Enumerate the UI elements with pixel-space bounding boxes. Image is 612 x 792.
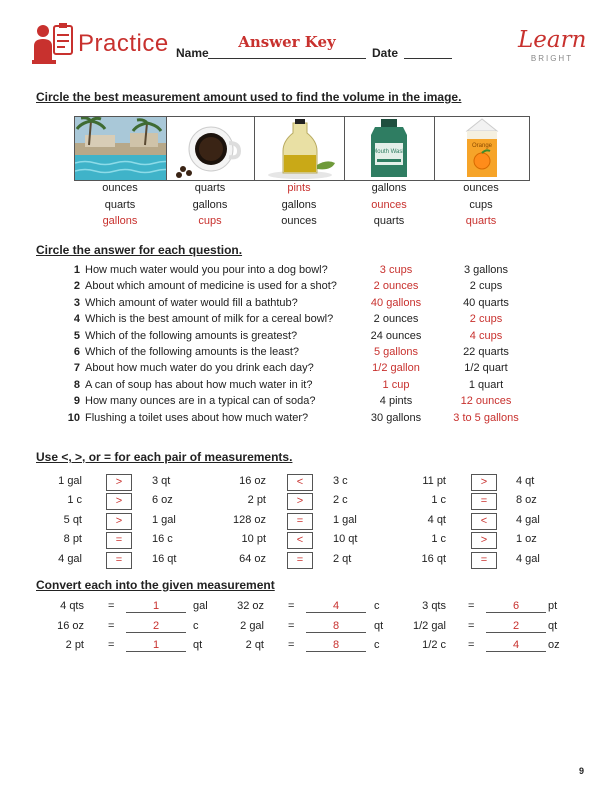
- answer-option[interactable]: 4 cups: [469, 329, 503, 342]
- equals-sign: =: [288, 619, 295, 632]
- measurement-left: 11 pt: [422, 475, 446, 487]
- measurement-right: 3 c: [333, 475, 348, 487]
- section3-title: Use <, >, or = for each pair of measurements.: [36, 450, 293, 464]
- measurement-left: 16 oz: [239, 475, 266, 487]
- question-number: 1: [73, 264, 80, 276]
- measurement-right: 4 qt: [516, 475, 535, 487]
- measurement-right: 3 qt: [152, 475, 171, 487]
- learn-bright-logo: [518, 28, 586, 70]
- date-label: Date: [372, 46, 399, 60]
- equals-sign: =: [108, 619, 115, 632]
- equals-sign: =: [468, 600, 475, 612]
- oil-bottle-image: [254, 116, 346, 181]
- coffee-cup-image: [166, 116, 256, 181]
- answer-option[interactable]: 22 quarts: [463, 346, 509, 358]
- measurement-right: 2 qt: [333, 552, 352, 565]
- answer-option[interactable]: 40 quarts: [463, 296, 509, 309]
- conversion-unit: qt: [193, 639, 203, 651]
- conversion-unit: oz: [548, 639, 560, 651]
- measurement-right: 1 oz: [516, 533, 537, 546]
- answer-option[interactable]: 30 gallons: [370, 411, 422, 424]
- section4-title: Convert each into the given measurement: [36, 578, 275, 592]
- measurement-right: 8 oz: [516, 494, 537, 507]
- section2-title: Circle the answer for each question.: [36, 243, 243, 257]
- measurement-left: 2 pt: [247, 494, 266, 507]
- practice-label: Practice: [78, 30, 169, 57]
- measurement-right: 1 gal: [333, 513, 357, 526]
- answer-option[interactable]: 1/2 quart: [464, 362, 508, 375]
- conversion-quantity: 16 oz: [57, 619, 84, 632]
- measurement-left: 10 pt: [241, 533, 266, 546]
- conversion-quantity: 1/2 c: [422, 639, 446, 651]
- answer-option[interactable]: 2 cups: [469, 313, 503, 326]
- volume-option[interactable]: ounces: [463, 182, 499, 194]
- answer-option[interactable]: 3 to 5 gallons: [453, 411, 519, 424]
- equals-sign: =: [288, 639, 295, 651]
- orange-juice-carton-image: [434, 116, 530, 181]
- practice-icon: [32, 22, 74, 66]
- question-text: About which amount of medicine is used for a shot?: [85, 280, 337, 293]
- volume-option[interactable]: pints: [287, 182, 311, 194]
- question-number: 5: [73, 329, 80, 342]
- measurement-left: 8 pt: [63, 533, 82, 546]
- comparison-box[interactable]: >: [106, 513, 132, 530]
- question-text: Which is the best amount of milk for a cereal bowl?: [85, 313, 334, 326]
- comparison-box[interactable]: >: [106, 493, 132, 510]
- volume-option[interactable]: quarts: [465, 215, 497, 227]
- question-text: A can of soup has about how much water in it?: [85, 378, 313, 391]
- date-field[interactable]: [404, 58, 452, 59]
- comparison-box[interactable]: >: [287, 493, 313, 510]
- conversion-unit: qt: [548, 619, 558, 632]
- answer-option[interactable]: 40 gallons: [370, 296, 422, 309]
- comparison-box[interactable]: <: [287, 532, 313, 549]
- conversion-answer-field[interactable]: 4: [306, 600, 366, 613]
- conversion-unit: gal: [193, 600, 208, 612]
- pool-image: [74, 116, 168, 181]
- answer-option[interactable]: 3 cups: [379, 264, 413, 276]
- measurement-right: 6 oz: [152, 494, 173, 507]
- conversion-answer-field[interactable]: 1: [126, 639, 186, 652]
- answer-option[interactable]: 2 ounces: [373, 280, 419, 293]
- comparison-box[interactable]: =: [287, 552, 313, 569]
- page-number: 9: [578, 766, 584, 776]
- logo-sub-text: BRIGHT: [530, 54, 574, 63]
- measurement-left: 16 qt: [421, 552, 446, 565]
- measurement-left: 1 c: [67, 494, 82, 507]
- answer-option[interactable]: 24 ounces: [370, 329, 422, 342]
- volume-option[interactable]: cups: [198, 215, 222, 227]
- measurement-right: 4 gal: [516, 513, 540, 526]
- measurement-left: 64 oz: [239, 552, 266, 565]
- question-number: 2: [73, 280, 80, 293]
- volume-option[interactable]: quarts: [373, 215, 405, 227]
- comparison-box[interactable]: =: [471, 493, 497, 510]
- comparison-box[interactable]: >: [471, 474, 497, 491]
- comparison-box[interactable]: <: [287, 474, 313, 491]
- question-text: How many ounces are in a typical can of soda?: [85, 395, 316, 408]
- conversion-unit: c: [193, 619, 199, 632]
- conversion-unit: c: [374, 639, 380, 651]
- carton-label: Orange: [471, 143, 493, 149]
- comparison-box[interactable]: =: [471, 552, 497, 569]
- conversion-answer-field[interactable]: 8: [306, 620, 366, 633]
- conversion-unit: qt: [374, 619, 384, 632]
- conversion-answer-field[interactable]: 6: [486, 600, 546, 613]
- question-text: How much water would you pour into a dog bowl?: [85, 264, 328, 276]
- mouthwash-label: Mouth Wash: [372, 149, 406, 155]
- conversion-quantity: 4 qts: [60, 600, 84, 612]
- comparison-box[interactable]: <: [471, 513, 497, 530]
- name-field[interactable]: [208, 58, 366, 59]
- conversion-quantity: 1/2 gal: [412, 619, 446, 632]
- answer-option[interactable]: 2 cups: [469, 280, 503, 293]
- answer-option[interactable]: 2 ounces: [373, 313, 419, 326]
- conversion-quantity: 3 qts: [422, 600, 446, 612]
- name-value: Answer Key: [238, 33, 336, 51]
- comparison-box[interactable]: =: [106, 532, 132, 549]
- measurement-right: 4 gal: [516, 552, 540, 565]
- volume-option[interactable]: quarts: [104, 198, 136, 211]
- conversion-unit: pt: [548, 600, 558, 612]
- measurement-left: 1 gal: [58, 475, 82, 487]
- measurement-left: 128 oz: [232, 513, 266, 526]
- equals-sign: =: [288, 600, 295, 612]
- answer-option[interactable]: 1 cup: [382, 378, 410, 391]
- answer-option[interactable]: 3 gallons: [463, 264, 509, 276]
- question-number: 6: [73, 346, 80, 358]
- volume-option[interactable]: gallons: [102, 215, 138, 227]
- equals-sign: =: [108, 639, 115, 651]
- measurement-left: 4 gal: [58, 552, 82, 565]
- answer-option[interactable]: 5 gallons: [373, 346, 419, 358]
- measurement-left: 1 c: [431, 494, 446, 507]
- volume-option[interactable]: quarts: [194, 182, 226, 194]
- measurement-left: 5 qt: [63, 513, 82, 526]
- question-text: Flushing a toilet uses about how much water?: [85, 411, 309, 424]
- measurement-right: 16 qt: [152, 552, 177, 565]
- question-number: 4: [73, 313, 80, 326]
- question-text: About how much water do you drink each day?: [85, 362, 314, 375]
- comparison-box[interactable]: >: [106, 474, 132, 491]
- question-number: 8: [73, 378, 80, 391]
- equals-sign: =: [468, 619, 475, 632]
- measurement-right: 1 gal: [152, 513, 176, 526]
- conversion-answer-field[interactable]: 2: [486, 620, 546, 633]
- conversion-answer-field[interactable]: 2: [126, 620, 186, 633]
- comparison-box[interactable]: >: [471, 532, 497, 549]
- conversion-quantity: 32 oz: [237, 600, 264, 612]
- measurement-right: 10 qt: [333, 533, 358, 546]
- volume-option[interactable]: cups: [469, 198, 493, 211]
- volume-option[interactable]: gallons: [371, 182, 407, 194]
- answer-option[interactable]: 1 quart: [468, 378, 504, 391]
- conversion-quantity: 2 gal: [240, 619, 264, 632]
- volume-option[interactable]: ounces: [102, 182, 138, 194]
- equals-sign: =: [468, 639, 475, 651]
- answer-option[interactable]: 1/2 gallon: [372, 362, 420, 375]
- volume-option[interactable]: gallons: [192, 198, 228, 211]
- conversion-answer-field[interactable]: 1: [126, 600, 186, 613]
- comparison-box[interactable]: =: [287, 513, 313, 530]
- conversion-quantity: 2 pt: [65, 639, 84, 651]
- question-number: 7: [73, 362, 80, 375]
- name-label: Name: [176, 46, 209, 60]
- conversion-quantity: 2 qt: [245, 639, 264, 651]
- conversion-answer-field[interactable]: 4: [486, 639, 546, 652]
- measurement-left: 4 qt: [427, 513, 446, 526]
- volume-option[interactable]: gallons: [281, 198, 317, 211]
- question-text: Which of the following amounts is the least?: [85, 346, 300, 358]
- measurement-right: 16 c: [152, 533, 173, 546]
- conversion-unit: c: [374, 600, 380, 612]
- question-number: 10: [67, 411, 80, 424]
- question-text: Which amount of water would fill a bathtub?: [85, 296, 298, 309]
- answer-option[interactable]: 4 pints: [379, 395, 413, 408]
- measurement-left: 1 c: [431, 533, 446, 546]
- answer-option[interactable]: 12 ounces: [460, 395, 512, 408]
- volume-option[interactable]: ounces: [281, 215, 317, 227]
- question-text: Which of the following amounts is greatest?: [85, 329, 298, 342]
- equals-sign: =: [108, 600, 115, 612]
- question-number: 9: [73, 395, 80, 408]
- comparison-box[interactable]: =: [106, 552, 132, 569]
- measurement-right: 2 c: [333, 494, 348, 507]
- volume-option[interactable]: ounces: [371, 198, 407, 211]
- question-number: 3: [73, 296, 80, 309]
- logo-main-text: Learn: [518, 27, 587, 53]
- mouthwash-bottle-image: [344, 116, 436, 181]
- conversion-answer-field[interactable]: 8: [306, 639, 366, 652]
- section1-title: Circle the best measurement amount used to find the volume in the image.: [36, 90, 462, 104]
